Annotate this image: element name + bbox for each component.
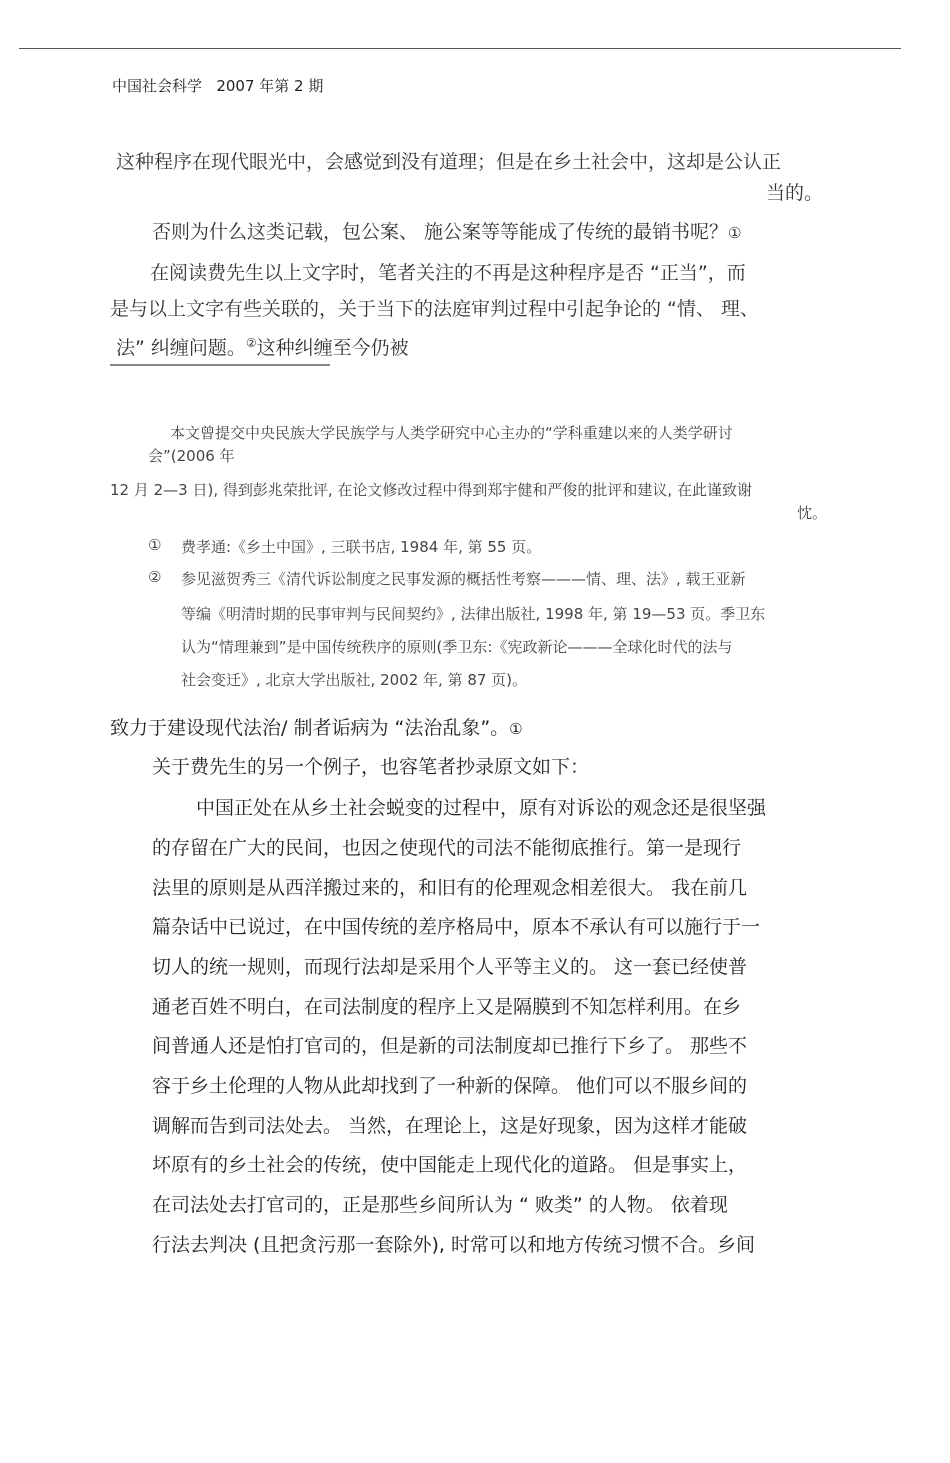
- body-line: [116, 333, 409, 360]
- footnote-text: 认为“情理兼到”是中国传统秩序的原则(季卫东:《宪政新论———全球化时代的法与: [181, 638, 733, 656]
- acknowledgement-line: 12 月 2—3 日), 得到彭兆荣批评, 在论文修改过程中得到郑宇健和严俊的批评和建议, 在此谨致谢: [110, 481, 752, 499]
- quote-line: 调解而告到司法处去。 当然，在理论上，这是好现象，因为这样才能破: [152, 1115, 748, 1137]
- footnote-text: 社会变迁》, 北京大学出版社, 2002 年, 第 87 页)。: [181, 671, 528, 689]
- body-line: 这种程序在现代眼光中，会感觉到没有道理；但是在乡土社会中，这却是公认正: [116, 151, 782, 173]
- body-text: 否则为什么这类记载，包公案、 施公案等等能成了传统的最销书呢？: [152, 221, 729, 243]
- footnote-text: 参见滋贺秀三《清代诉讼制度之民事发源的概括性考察———情、理、法》, 载王亚新: [181, 570, 746, 588]
- footnote-ref[interactable]: ①: [728, 224, 742, 242]
- acknowledgement-line: 忱。: [797, 504, 828, 522]
- quote-line: 容于乡土伦理的人物从此却找到了一种新的保障。 他们可以不服乡间的: [152, 1075, 748, 1097]
- body-text: 致力于建设现代法治/ 制者诟病为 “法治乱象”。: [110, 717, 510, 739]
- footnote-marker: ①: [148, 536, 162, 554]
- acknowledgement-line: 本文曾提交中央民族大学民族学与人类学研究中心主办的“学科重建以来的人类学研讨: [170, 424, 733, 442]
- body-line: [152, 217, 742, 244]
- quote-line: 篇杂话中已说过，在中国传统的差序格局中，原本不承认有可以施行于一: [152, 916, 761, 938]
- footnote-marker: ②: [148, 568, 162, 586]
- top-rule: [19, 48, 901, 49]
- footnote-ref[interactable]: ①: [509, 720, 523, 738]
- quote-line: 中国正处在从乡土社会蜕变的过程中，原有对诉讼的观念还是很坚强: [196, 797, 767, 819]
- body-line: 当的。: [766, 182, 824, 204]
- running-header: [112, 75, 323, 96]
- body-line: 在阅读费先生以上文字时，笔者关注的不再是这种程序是否 “正当”，而: [150, 262, 746, 284]
- issue-number: 2007 年第 2 期: [216, 77, 324, 95]
- quote-line: 坏原有的乡土社会的传统，使中国能走上现代化的道路。 但是事实上，: [152, 1154, 748, 1176]
- body-text: 这种纠缠至今仍被: [256, 337, 409, 359]
- body-line: 是与以上文字有些关联的，关于当下的法庭审判过程中引起争论的 “情、 理、: [110, 298, 759, 320]
- quote-line: 切人的统一规则，而现行法却是采用个人平等主义的。 这一套已经使普: [152, 956, 748, 978]
- quote-line: 通老百姓不明白，在司法制度的程序上又是隔膜到不知怎样利用。在乡: [152, 996, 742, 1018]
- quote-line: 行法去判决 (且把贪污那一套除外), 时常可以和地方传统习惯不合。乡间: [152, 1234, 755, 1256]
- quote-line: 法里的原则是从西洋搬过来的，和旧有的伦理观念相差很大。 我在前几: [152, 877, 748, 899]
- footnote-text: 费孝通:《乡土中国》, 三联书店, 1984 年, 第 55 页。: [181, 538, 542, 556]
- quote-line: 的存留在广大的民间，也因之使现代的司法不能彻底推行。第一是现行: [152, 837, 742, 859]
- acknowledgement-line: 会”(2006 年: [148, 447, 235, 465]
- quote-line: 间普通人还是怕打官司的，但是新的司法制度却已推行下乡了。 那些不: [152, 1035, 748, 1057]
- footnote-separator: [110, 364, 330, 366]
- body-line: 关于费先生的另一个例子，也容笔者抄录原文如下：: [152, 756, 590, 778]
- quote-line: 在司法处去打官司的，正是那些乡间所认为 “ 败类” 的人物。 依着现: [152, 1194, 728, 1216]
- journal-name: 中国社会科学: [112, 77, 203, 95]
- body-text: 法” 纠缠问题。: [116, 337, 246, 359]
- footnote-ref[interactable]: ②: [245, 336, 257, 350]
- body-line: [110, 713, 523, 740]
- footnote-text: 等编《明清时期的民事审判与民间契约》, 法律出版社, 1998 年, 第 19—53 页。季卫东: [181, 605, 766, 623]
